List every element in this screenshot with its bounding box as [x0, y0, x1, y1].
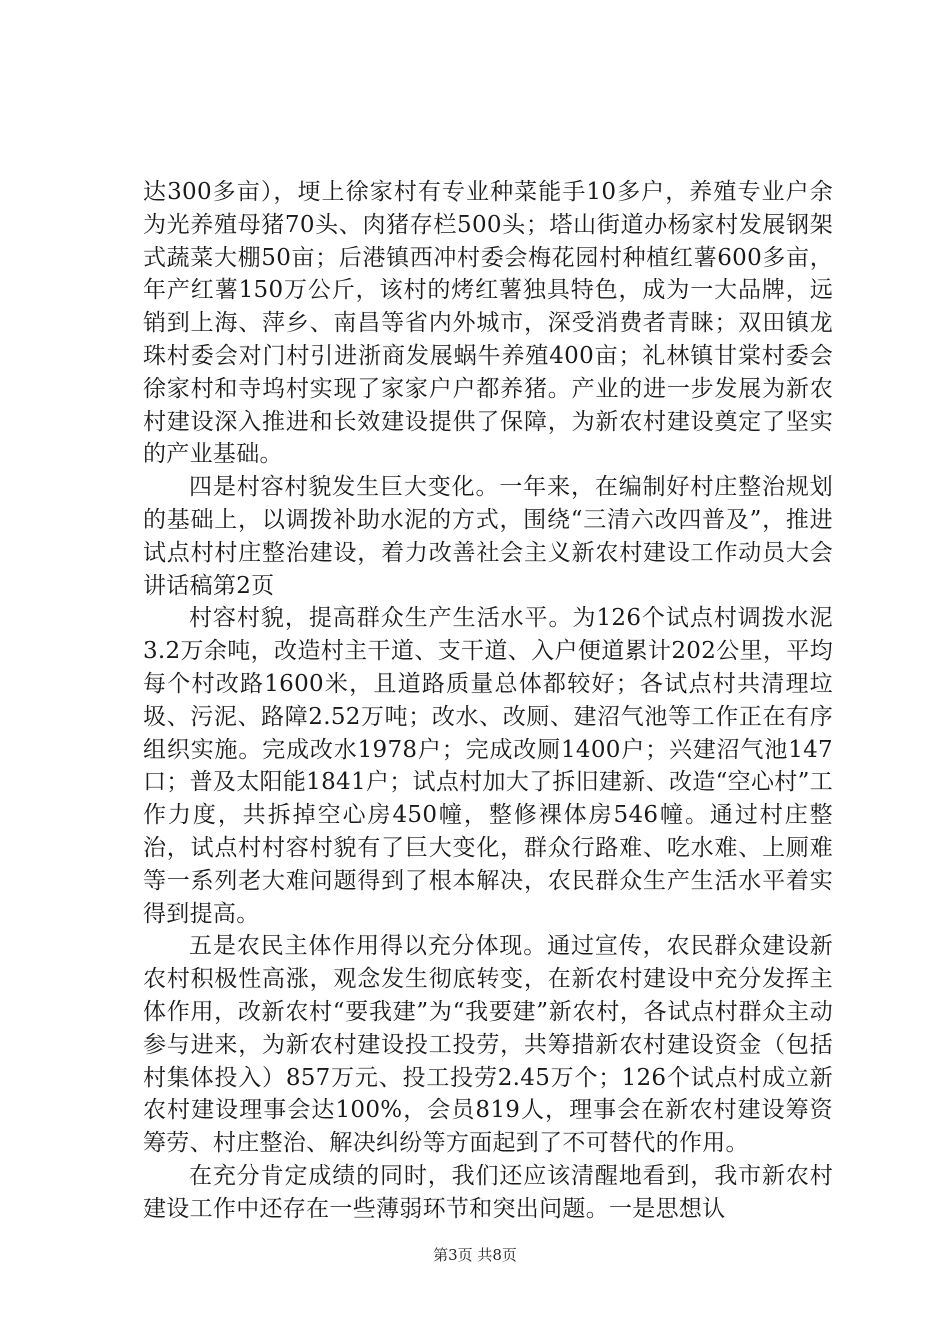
paragraph-problems: 在充分肯定成绩的同时，我们还应该清醒地看到，我市新农村建设工作中还存在一些薄弱环节和突出问题。一是思想认 — [143, 1162, 833, 1222]
paragraph-living-standards: 村容村貌，提高群众生产生活水平。为126个试点村调拨水泥3.2万余吨，改造村主干道、支干道、入户便道累计202公里，平均每个村改路1600米，且道路质量总体都较好；各试点村共清理垃圾、污泥、路障2.52万吨；改水、改厕、建沼气池等工作正在有序组织实施。完成改水1978户；完成改厕1400户；兴建沼气池147口；普及太阳能1841户；试点村加大了拆旧建新、改造“空心村”工作力度，共拆掉空心房450幢，整修裸体房546幢。通过村庄整治，试点村村容村貌有了巨大变化，群众行路难、吃水难、上厕难等一系列老大难问题得到了根本解决，农民群众生产生活水平着实得到提高。 — [143, 605, 833, 927]
paragraph-farmer-role: 五是农民主体作用得以充分体现。通过宣传，农民群众建设新农村积极性高涨，观念发生彻底转变，在新农村建设中充分发挥主体作用，改新农村“要我建”为“我要建”新农村，各试点村群众主动参与进来，为新农村建设投工投劳，共筹措新农村建设资金（包括村集体投入）857万元、投工投劳2.45万个；126个试点村成立新农村建设理事会达100%，会员819人，理事会在新农村建设筹资筹劳、村庄整治、解决纠纷等方面起到了不可替代的作用。 — [143, 933, 833, 1157]
page-footer: 第3页 共8页 — [433, 1246, 517, 1264]
paragraph-continuation: 达300多亩），埂上徐家村有专业种菜能手10多户，养殖专业户余为光养殖母猪70头、肉猪存栏500头；塔山街道办杨家村发展钢架式蔬菜大棚50亩；后港镇西冲村委会梅花园村种植红薯600多亩，年产红薯150万公斤，该村的烤红薯独具特色，成为一大品牌，远销到上海、萍乡、南昌等省内外城市，深受消费者青睐；双田镇龙珠村委会对门村引进浙商发展蜗牛养殖400亩；礼林镇甘棠村委会徐家村和寺坞村实现了家家户户都养猪。产业的进一步发展为新农村建设深入推进和长效建设提供了保障，为新农村建设奠定了坚实的产业基础。 — [143, 179, 833, 468]
document-body — [143, 176, 833, 1226]
paragraph-village-appearance: 四是村容村貌发生巨大变化。一年来，在编制好村庄整治规划的基础上，以调拨补助水泥的方式，围绕“三清六改四普及”，推进试点村村庄整治建设，着力改善社会主义新农村建设工作动员大会讲话稿第2页 — [143, 474, 833, 599]
